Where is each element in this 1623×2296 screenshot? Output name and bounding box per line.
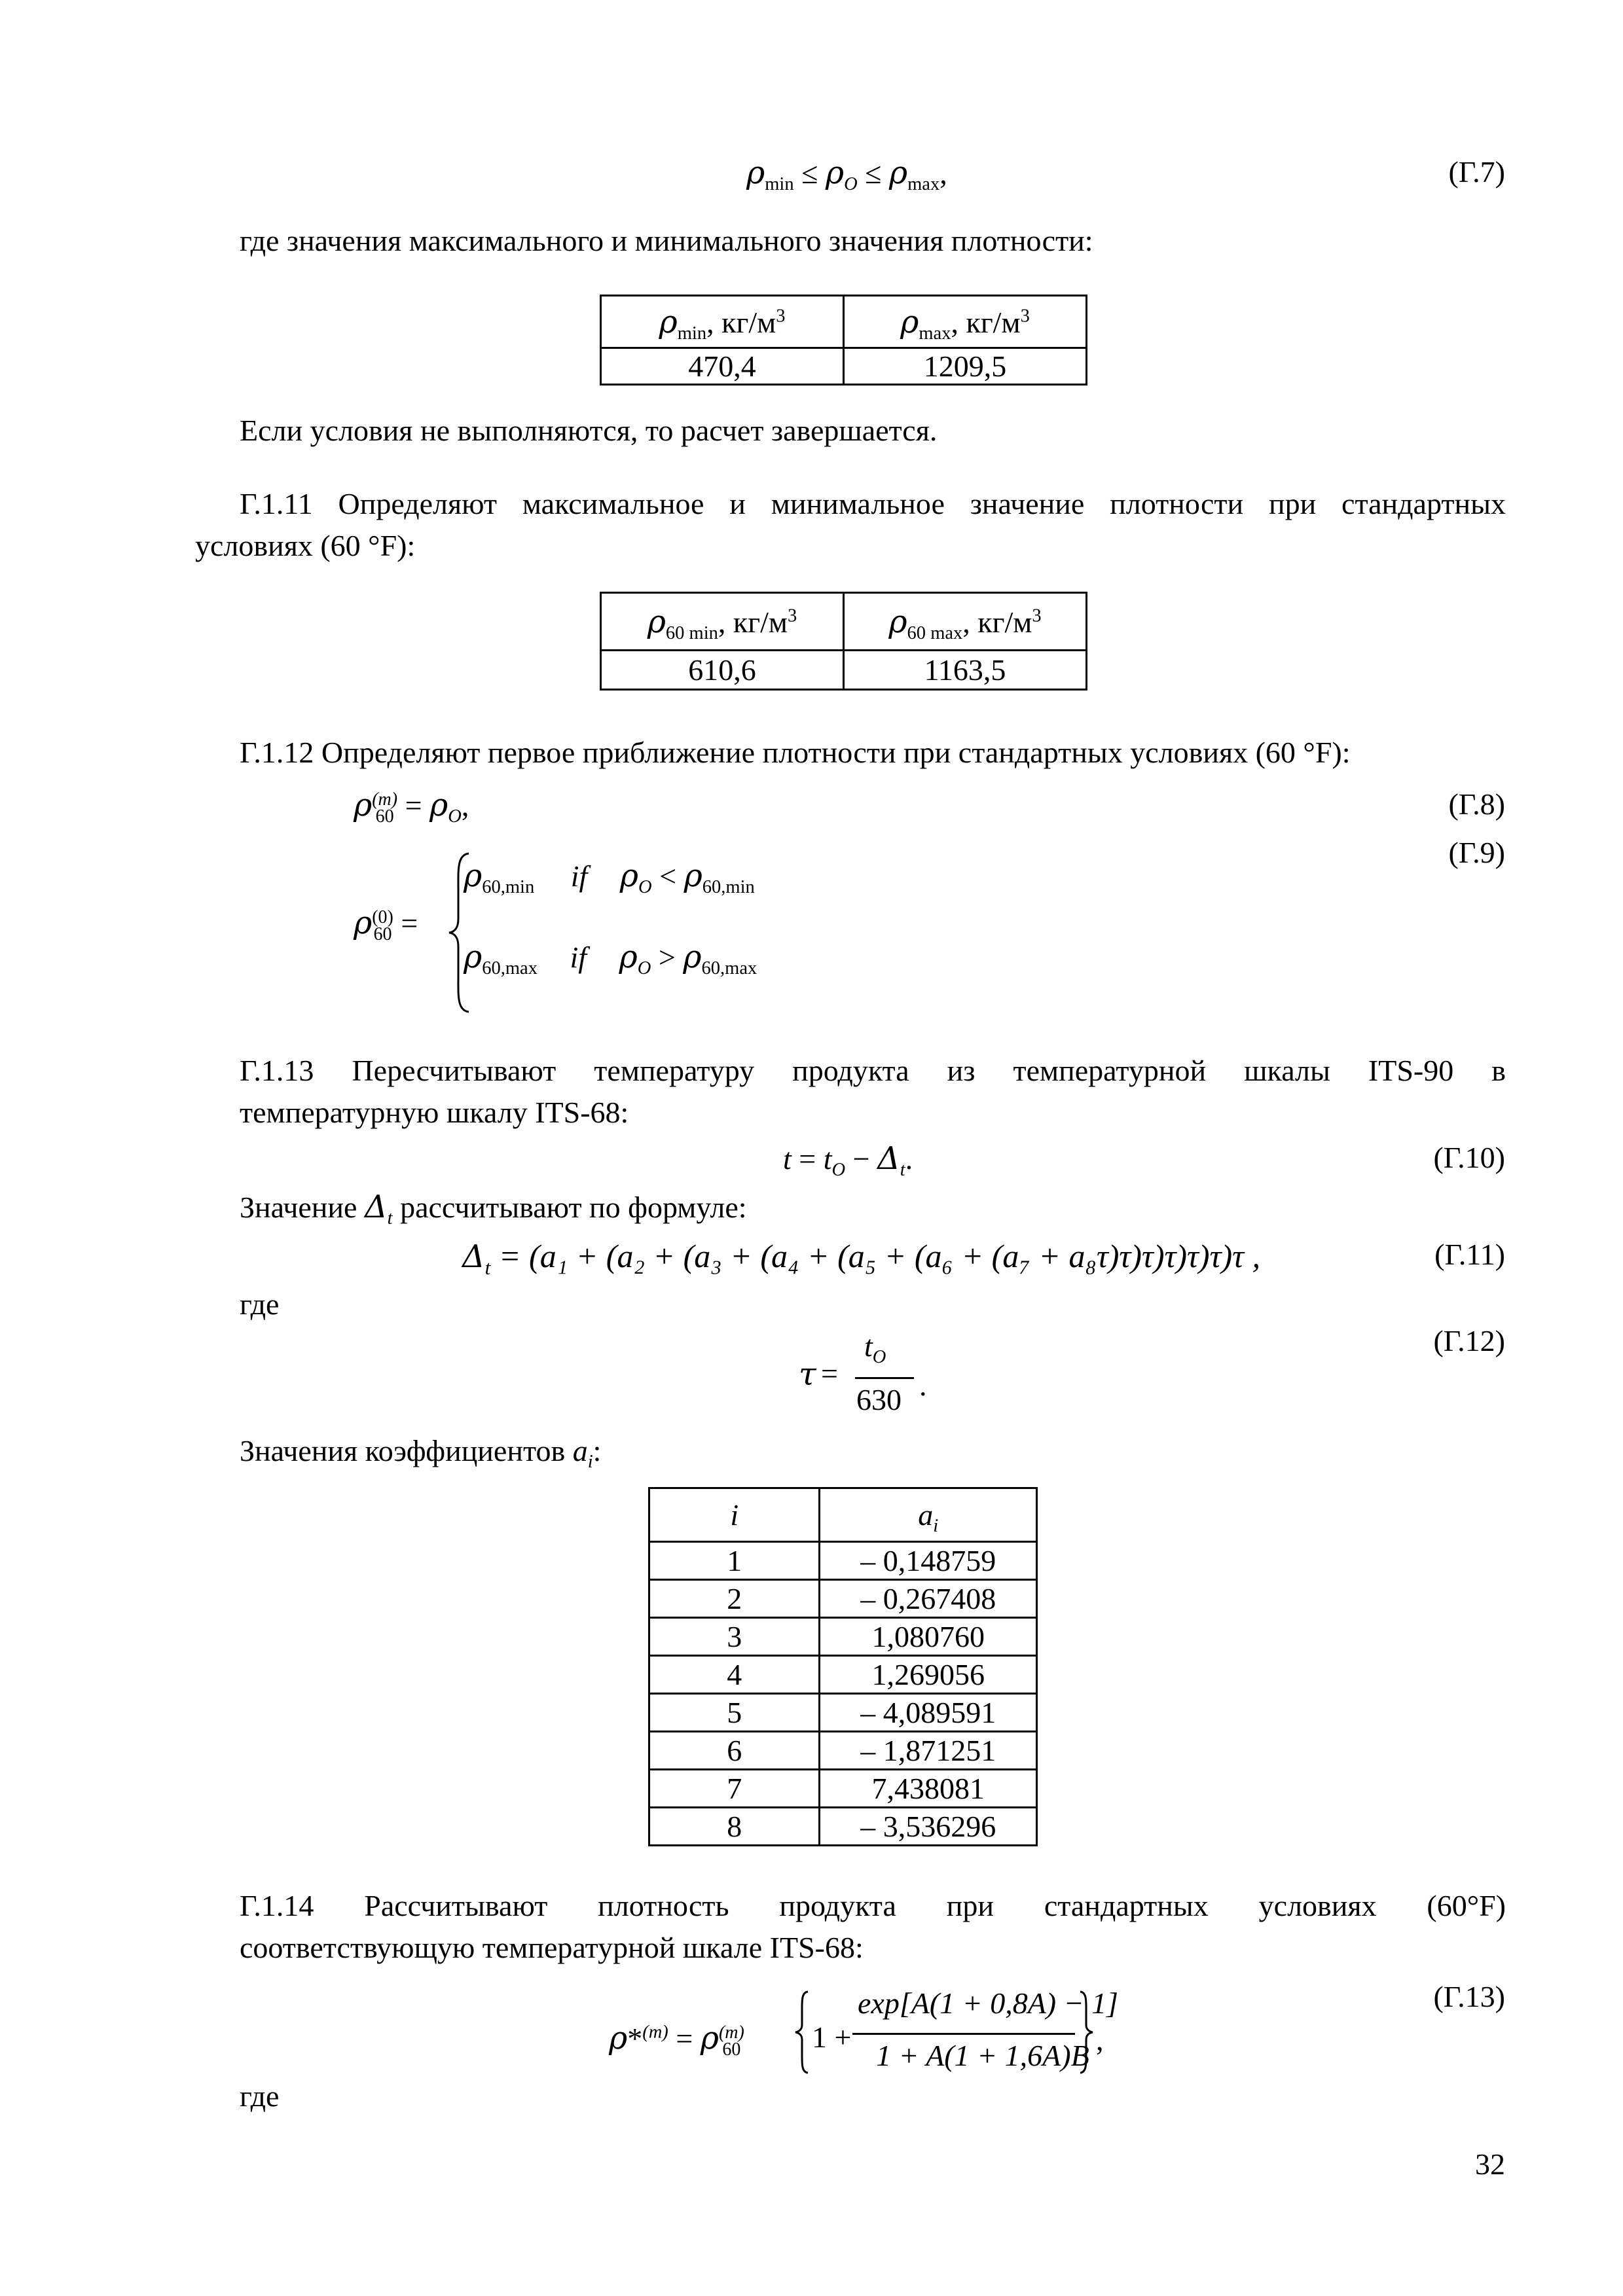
cell-coefficient: – 0,148759 [820, 1542, 1037, 1580]
superscript: (m) [642, 2022, 668, 2043]
fraction-denominator: 630 [856, 1383, 902, 1416]
symbol-a: a [572, 1434, 588, 1467]
unit: , кг/м [951, 305, 1021, 339]
cell-index: 1 [649, 1542, 820, 1580]
cell-index: 4 [649, 1656, 820, 1694]
header-rho-max [844, 296, 1087, 348]
paragraph-g1-11 [195, 483, 1506, 567]
subscript: O [844, 174, 858, 195]
symbol-rho: ρ [464, 939, 483, 975]
operator: − [852, 1142, 870, 1175]
header-rho-min [601, 296, 844, 348]
paragraph-coef-intro [240, 1433, 602, 1473]
text-line: Г.1.13 Пересчитывают температуру продукта из температурной шкалы ITS-90 в [240, 1054, 1506, 1087]
text: рассчитывают по формуле: [400, 1191, 747, 1224]
keyword-if: if [570, 941, 587, 974]
punctuation: , [1096, 2023, 1104, 2056]
equation-g12 [799, 1329, 956, 1420]
text-line: Г.1.14 Рассчитывают плотность продукта при стандартных условиях (60°F) [240, 1889, 1506, 1922]
operator: > [658, 941, 676, 974]
page-number: 32 [1475, 2147, 1505, 2181]
table-row [649, 1656, 1037, 1694]
subscript: O [448, 806, 462, 827]
fraction-numerator: exp[A(1 + 0,8A) − 1] [858, 1986, 1119, 2020]
equation-label-g10: (Г.10) [1433, 1141, 1505, 1174]
subscript: 60,min [702, 877, 755, 898]
symbol-rho: ρ [619, 939, 638, 975]
equation-label-g12: (Г.12) [1433, 1324, 1505, 1357]
table-coefficients [648, 1487, 1038, 1846]
subscript: i [933, 1516, 939, 1537]
header-i: i [649, 1488, 820, 1542]
unit: , кг/м [718, 605, 788, 639]
operator: = [405, 789, 422, 822]
symbol-rho: ρ [746, 154, 765, 191]
case-min [464, 857, 755, 898]
text-line: Г.1.11 Определяют максимальное и минимальное значение плотности при стандартных [240, 487, 1506, 520]
table-row [649, 1542, 1037, 1580]
table-row [649, 1770, 1037, 1808]
operator: < [659, 859, 677, 893]
unit: , кг/м [962, 605, 1032, 639]
keyword-if: if [570, 859, 588, 893]
cell-coefficient: 1,269056 [820, 1656, 1037, 1694]
operator: = [401, 906, 418, 940]
symbol-tau: τ [799, 1356, 816, 1393]
equation-g7 [746, 154, 947, 195]
subscript: 60,min [482, 877, 535, 898]
fraction-numerator [864, 1329, 886, 1368]
table-row [649, 1580, 1037, 1618]
text: Г.1.12 Определяют первое приближение плотности при стандартных условиях (60 °F): [240, 736, 1351, 769]
table-row [649, 1808, 1037, 1846]
fraction-denominator: 1 + A(1 + 1,6A)B [876, 2039, 1089, 2072]
cell-index: 3 [649, 1618, 820, 1656]
cell-index: 5 [649, 1694, 820, 1732]
symbol-delta: Δ [364, 1189, 388, 1225]
symbol-rho: ρ [888, 603, 907, 640]
cell-coefficient: – 0,267408 [820, 1580, 1037, 1618]
operator: = [799, 1142, 816, 1175]
symbol-rho: ρ [354, 905, 373, 941]
subscript: 60 max [907, 622, 963, 643]
left-brace-icon [793, 1990, 811, 2075]
symbol-rho: ρ [900, 303, 919, 340]
punctuation: , [939, 156, 947, 190]
one-plus: 1 + [812, 2020, 852, 2054]
subscript: O [872, 1347, 886, 1368]
subscript: 60,max [482, 958, 538, 979]
subscript: 60 [373, 924, 392, 945]
paragraph-where-1: где [240, 1287, 280, 1321]
equation-g11 [462, 1237, 1261, 1279]
equation-g13 [609, 1983, 1159, 2081]
subscript: t [484, 1256, 491, 1279]
subscript: max [907, 174, 940, 195]
paragraph-delta-intro [240, 1189, 747, 1229]
symbol-t: t [823, 1142, 832, 1175]
equation-g9 [354, 851, 877, 1014]
punctuation: . [905, 1142, 913, 1175]
subscript: 60,max [701, 958, 757, 979]
table-row [649, 1618, 1037, 1656]
table-density-range [600, 295, 1087, 386]
cell-index: 7 [649, 1770, 820, 1808]
equation-g10 [783, 1140, 913, 1181]
punctuation: . [919, 1369, 927, 1402]
subscript: 60 [375, 806, 394, 827]
cell-value: 1163,5 [844, 651, 1087, 690]
index-stack [372, 791, 397, 825]
subscript: min [677, 323, 707, 344]
table-row [649, 1732, 1037, 1770]
symbol-t: t [864, 1329, 873, 1363]
exponent: 3 [1020, 306, 1030, 327]
superscript: (m) [372, 789, 398, 810]
equation-label-g9: (Г.9) [1448, 836, 1505, 869]
lhs [354, 905, 418, 943]
cell-coefficient: 1,080760 [820, 1618, 1037, 1656]
subscript: O [637, 958, 651, 979]
exponent: 3 [788, 605, 797, 626]
subscript: 60 [722, 2039, 741, 2060]
paragraph-g1-14 [195, 1885, 1506, 1969]
unit: , кг/м [706, 305, 776, 339]
table-header-row [649, 1488, 1037, 1542]
cell-coefficient: 7,438081 [820, 1770, 1037, 1808]
symbol-a: a [918, 1498, 934, 1532]
superscript: (m) [718, 2022, 744, 2043]
cell-value: 1209,5 [844, 348, 1087, 385]
operator: = [821, 1357, 838, 1390]
fraction-bar [852, 2033, 1075, 2035]
cell-coefficient: – 4,089591 [820, 1694, 1037, 1732]
header-a [820, 1488, 1037, 1542]
fraction-bar [855, 1377, 914, 1379]
subscript: t [387, 1208, 393, 1229]
header-rho-60-max [844, 593, 1087, 651]
equation-label-g13: (Г.13) [1433, 1980, 1505, 2013]
right-brace-icon [1078, 1990, 1095, 2075]
subscript: min [765, 174, 794, 195]
symbol-rho: ρ [683, 939, 702, 975]
symbol-rho: ρ [825, 154, 845, 191]
text: Значение [240, 1191, 357, 1224]
operator: ≤ [801, 156, 818, 190]
superscript: (0) [372, 907, 393, 928]
punctuation: , [461, 789, 469, 822]
cell-index: 8 [649, 1808, 820, 1846]
text: Если условия не выполняются, то расчет завершается. [240, 414, 938, 447]
symbol-rho: ρ [659, 303, 678, 340]
cell-index: 2 [649, 1580, 820, 1618]
symbol-rho: ρ [647, 603, 666, 640]
cell-coefficient: – 3,536296 [820, 1808, 1037, 1846]
lhs [609, 2020, 744, 2058]
exponent: 3 [1032, 605, 1042, 626]
symbol-delta: Δ [877, 1140, 900, 1177]
subscript: i [587, 1452, 593, 1473]
symbol-rho: ρ [619, 857, 639, 894]
punctuation: : [593, 1434, 602, 1467]
subscript: max [919, 323, 951, 344]
paragraph-where-2: где [240, 2079, 280, 2113]
cell-coefficient: – 1,871251 [820, 1732, 1037, 1770]
text-line: соответствующую температурной шкале ITS-68: [240, 1931, 864, 1964]
text-line: условиях (60 °F): [195, 529, 416, 562]
header-rho-60-min [601, 593, 844, 651]
table-density-60 [600, 592, 1087, 691]
subscript: O [831, 1160, 846, 1181]
cell-index: 6 [649, 1732, 820, 1770]
exponent: 3 [776, 306, 786, 327]
text: Значения коэффициентов [240, 1434, 566, 1467]
symbol-rho: ρ [888, 154, 908, 191]
cell-value: 470,4 [601, 348, 844, 385]
symbol-rho: ρ [700, 2020, 719, 2056]
formula-body: = (a₁ + (a₂ + (a₃ + (a₄ + (a₅ + (a₆ + (a₇ + a₈τ)τ)τ)τ)τ)τ)τ , [498, 1238, 1261, 1274]
symbol-delta: Δ [462, 1238, 485, 1275]
subscript: O [638, 877, 652, 898]
equation-g8 [354, 787, 469, 825]
text-line: температурную шкалу ITS-68: [240, 1096, 629, 1129]
paragraph-where-values [240, 220, 1550, 262]
paragraph-g1-12 [240, 732, 1550, 774]
equation-label-g8: (Г.8) [1448, 787, 1505, 821]
text: где значения максимального и минимального значения плотности: [240, 224, 1093, 257]
symbol-rho: ρ [464, 857, 483, 894]
index-stack [372, 909, 393, 943]
symbol-rho: ρ [429, 787, 448, 823]
equation-label-g7: (Г.7) [1448, 155, 1505, 188]
operator: ≤ [865, 156, 882, 190]
symbol-rho: ρ [684, 857, 702, 894]
case-max [464, 939, 757, 979]
paragraph-g1-13 [195, 1050, 1506, 1134]
table-row [649, 1694, 1037, 1732]
operator: = [676, 2022, 693, 2055]
subscript: 60 min [665, 622, 718, 643]
symbol-star: * [627, 2022, 643, 2055]
index-stack [719, 2024, 744, 2058]
symbol-rho: ρ [354, 787, 373, 823]
paragraph-if-not-met [240, 410, 1550, 452]
symbol-t: t [783, 1142, 792, 1175]
equation-label-g11: (Г.11) [1434, 1238, 1505, 1271]
cell-value: 610,6 [601, 651, 844, 690]
subscript: t [900, 1160, 905, 1181]
symbol-rho: ρ [609, 2020, 628, 2056]
